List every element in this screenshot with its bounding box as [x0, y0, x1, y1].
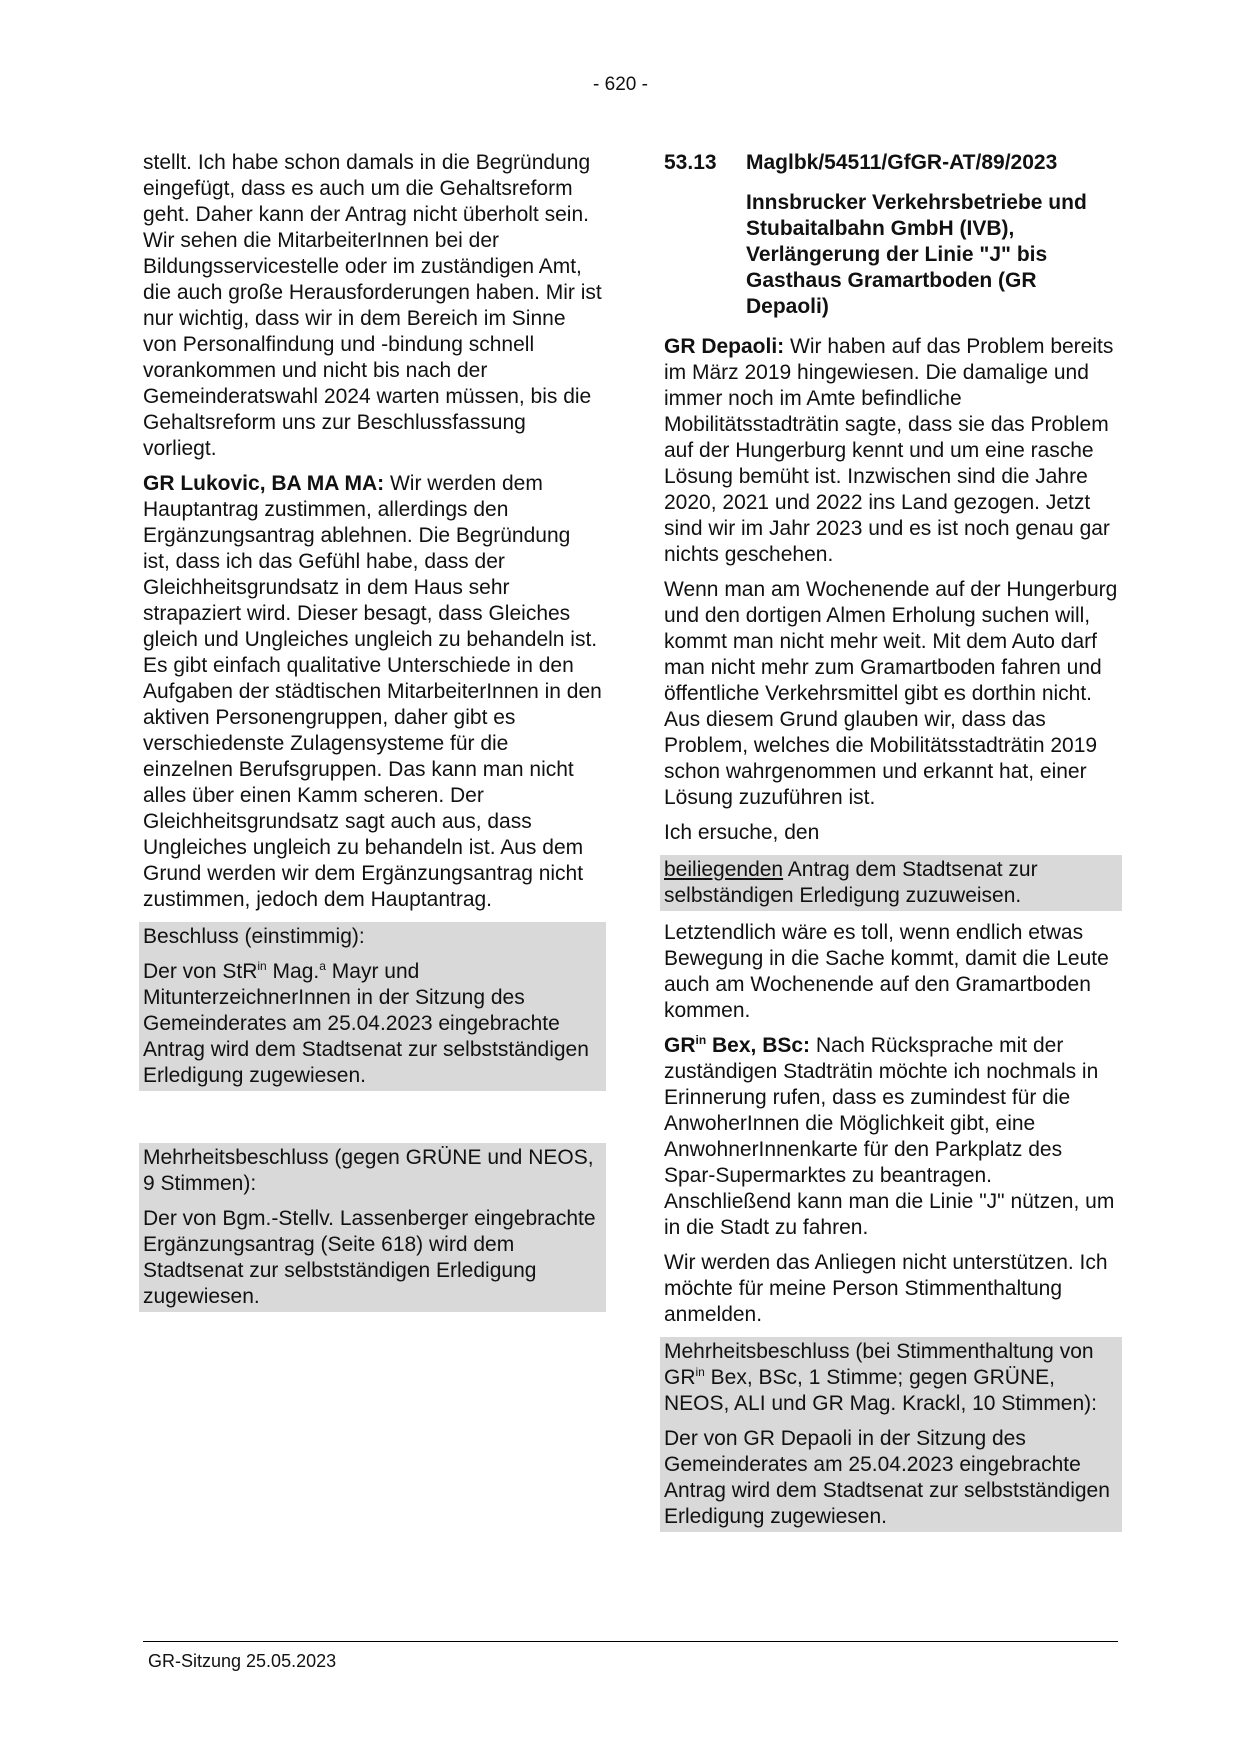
agenda-item-title: Innsbrucker Verkehrsbetriebe und Stubaitalbahn GmbH (IVB), Verlängerung der Linie "J" bis Gasthaus Gramartboden (GR Depaoli)	[746, 191, 1087, 318]
speech-text: Wir werden dem Hauptantrag zustimmen, allerdings den Ergänzungsantrag ablehnen. Die Begründung ist, dass ich das Gefühl habe, dass der Gleichheitsgrundsatz in dem Haus sehr strapaziert wird. Dieser besagt, dass Gleiches gleich und Ungleiches ungleich zu behandeln ist. Es gibt einfach qualitative Unterschiede in den Aufgaben der städtischen MitarbeiterInnen in den aktiven Personengruppen, daher gibt es verschiedenste Zulagensysteme für die einzelnen Berufsgruppen. Das kann man nicht alles über einen Kamm scheren. Der Gleichheitsgrundsatz sagt auch aus, dass Ungleiches ungleich zu behandeln ist. Aus dem Grund werden wir dem Ergänzungsantrag nicht zustimmen, jedoch dem Hauptantrag.	[143, 472, 602, 911]
speech-paragraph: Wenn man am Wochenende auf der Hungerburg und den dortigen Almen Erholung suchen will, kommt man nicht mehr weit. Mit dem Auto darf man nicht mehr zum Gramartboden fahren und öffentliche Verkehrsmittel gibt es dorthin nicht. Aus diesem Grund glauben wir, dass das Problem, welches die Mobilitätsstadträtin 2019 schon wahrgenommen und erkannt hat, einer Lösung zuzuführen ist.	[664, 578, 1118, 809]
footer-divider	[143, 1641, 1118, 1642]
page-number: - 620 -	[593, 74, 648, 95]
agenda-item-reference: Maglbk/54511/GfGR-AT/89/2023	[746, 151, 1058, 174]
request-text: beiliegenden Antrag dem Stadtsenat zur selbständigen Erledigung zuzuweisen.	[664, 858, 1038, 907]
resolution-box	[660, 1337, 1122, 1532]
left-column	[143, 150, 602, 1312]
speaker-name: $GR^{in}$ Bex, BSc:	[664, 1033, 811, 1057]
speech-paragraph: Letztendlich wäre es toll, wenn endlich etwas Bewegung in die Sache kommt, damit die Leute auch am Wochenende auf den Gramartboden kommen.	[664, 921, 1109, 1022]
resolution-heading: Mehrheitsbeschluss (bei Stimmenthaltung von $GR^{in}$ Bex, BSc, 1 Stimme; gegen GRÜNE, NEOS, ALI und GR Mag. Krackl, 10 Stimmen):	[664, 1340, 1097, 1415]
agenda-item-heading	[664, 150, 1118, 176]
agenda-item-number: 53.13	[664, 151, 717, 174]
resolution-text: Der von Bgm.-Stellv. Lassenberger eingebrachte Ergänzungsantrag (Seite 618) wird dem Stadtsenat zur selbstständigen Erledigung zugewiesen.	[143, 1207, 596, 1308]
request-box	[660, 855, 1122, 911]
speech-paragraph: Wir werden das Anliegen nicht unterstützen. Ich möchte für meine Person Stimmenthaltung anmelden.	[664, 1251, 1108, 1326]
speech-depaoli	[664, 334, 1118, 568]
speech-continuation: stellt. Ich habe schon damals in die Begründung eingefügt, dass es auch um die Gehaltsreform geht. Daher kann der Antrag nicht überholt sein. Wir sehen die MitarbeiterInnen bei der Bildungsservicestelle oder im zuständigen Amt, die auch große Herausforderungen haben. Mir ist nur wichtig, dass wir in dem Bereich im Sinne von Personalfindung und -bindung schnell vorankommen und nicht bis nach der Gemeinderatswahl 2024 warten müssen, bis die Gehaltsreform uns zur Beschlussfassung vorliegt.	[143, 151, 602, 460]
speech-text: Nach Rücksprache mit der zuständigen Stadträtin möchte ich nochmals in Erinnerung rufen, dass es zumindest für die AnwoherInnen die Möglichkeit gibt, eine AnwohnerInnenkarte für den Parkplatz des Spar-Supermarktes zu beantragen. Anschließend kann man die Linie "J" nützen, um in die Stadt zu fahren.	[664, 1034, 1115, 1239]
resolution-heading: Mehrheitsbeschluss (gegen GRÜNE und NEOS, 9 Stimmen):	[143, 1146, 594, 1195]
footer-text: GR-Sitzung 25.05.2023	[148, 1651, 337, 1671]
right-column	[664, 150, 1118, 1532]
resolution-heading: Beschluss (einstimmig):	[143, 925, 365, 948]
resolution-text: Der von GR Depaoli in der Sitzung des Gemeinderates am 25.04.2023 eingebrachte Antrag wird dem Stadtsenat zur selbstständigen Erledigung zugewiesen.	[664, 1427, 1110, 1528]
speech-text: Wir haben auf das Problem bereits im März 2019 hingewiesen. Die damalige und immer noch im Amte befindliche Mobilitätsstadträtin sagte, dass sie das Problem auf der Hungerburg kennt und um eine rasche Lösung bemüht ist. Inzwischen sind die Jahre 2020, 2021 und 2022 ins Land gezogen. Jetzt sind wir im Jahr 2023 und es ist noch genau gar nichts geschehen.	[664, 335, 1114, 566]
speaker-name: GR Depaoli:	[664, 335, 785, 358]
speech-lukovic	[143, 471, 602, 913]
resolution-box	[139, 922, 606, 1091]
speech-bex	[664, 1033, 1118, 1241]
resolution-text: Der von StR$^{in}$ Mag.$^a$ Mayr und MitunterzeichnerInnen in der Sitzung des Gemeinderates am 25.04.2023 eingebrachte Antrag wird dem Stadtsenat zur selbstständigen Erledigung zugewiesen.	[143, 959, 589, 1087]
speech-paragraph: Ich ersuche, den	[664, 821, 820, 844]
speaker-name: GR Lukovic, BA MA MA:	[143, 472, 385, 495]
resolution-box	[139, 1143, 606, 1312]
